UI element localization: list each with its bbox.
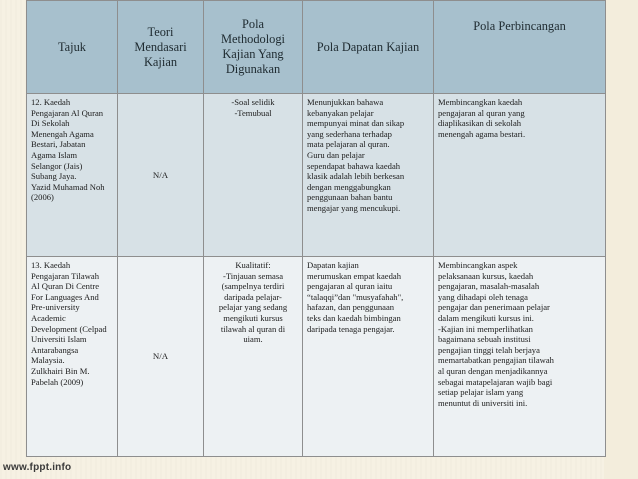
header-tajuk: Tajuk [27, 1, 118, 94]
footer-site-logo: www.fppt.info [3, 462, 72, 473]
header-teori [118, 1, 204, 94]
header-methodologi [204, 1, 303, 94]
text-line: Subang Jaya. [31, 171, 77, 182]
text-line: penggunaan bahan bantu [307, 192, 393, 203]
text-line: Development (Celpad [31, 323, 107, 334]
text-line: Pre-university [31, 302, 80, 313]
text-line: Pabelah (2009) [31, 376, 84, 387]
slide-right-margin [604, 0, 638, 479]
text-line: For Languages And [31, 291, 99, 302]
text-line: Antarabangsa [31, 344, 79, 355]
cell-dapatan [303, 94, 434, 257]
text-line: diaplikasikan di sekolah [438, 118, 522, 129]
cell-teori: N/A [118, 94, 204, 257]
text-line: tilawah al quran di [220, 323, 286, 334]
text-line: Kualitatif: [235, 260, 271, 270]
cell-teori: N/A [118, 257, 204, 457]
text-line: setiap pelajar islam yang [438, 387, 524, 398]
text-line: Dapatan kajian [307, 260, 359, 270]
text-line: Al Quran Di Centre [31, 281, 100, 292]
text-line: pengajaran, masalah-masalah [438, 281, 540, 292]
text-line: -Kajian ini memperlihatkan [438, 323, 533, 334]
text-line: sebagai matapelajaran wajib bagi [438, 376, 553, 387]
text-line: -Tinjauan semasa [222, 270, 284, 281]
table-row [27, 257, 606, 457]
text-line: (sampelnya terdiri [221, 281, 285, 292]
text-line: mempunyai minat dan sikap [307, 118, 405, 129]
header-teori-line: Teori [147, 24, 174, 39]
header-teori-line: Kajian [143, 54, 178, 69]
text-line: Agama Islam [31, 149, 78, 160]
table-row [27, 94, 606, 257]
header-methodologi-line: Digunakan [225, 62, 281, 76]
text-line: Academic [31, 312, 66, 323]
cell-dapatan [303, 257, 434, 457]
text-line: bagaimana sebuah institusi [438, 334, 531, 345]
text-line: dalam mengikuti kursus ini. [438, 312, 534, 323]
text-line: pengajian tinggi telah berjaya [438, 344, 540, 355]
cell-tajuk [27, 257, 118, 457]
text-line: hafazan, dan penggunaan [307, 302, 395, 313]
header-perbincangan: Pola Perbincangan [434, 1, 606, 94]
cell-tajuk [27, 94, 118, 257]
text-line: Pengajaran Tilawah [31, 270, 100, 281]
text-line: memartabatkan pengajian tilawah [438, 355, 554, 366]
text-line: menengah agama bestari. [438, 128, 526, 139]
text-line: klasik adalah lebih berkesan [307, 171, 405, 182]
text-line: al quran dengan menjadikannya [438, 365, 548, 376]
text-line: Zulkhairi Bin M. [31, 365, 90, 376]
literature-review-table [26, 0, 606, 457]
text-line: “talaqqi”dan "musyafahah", [307, 291, 404, 302]
text-line: pelajar yang sedang [218, 302, 288, 313]
text-line: daripada pelajar- [224, 291, 282, 302]
text-line: Selangor (Jais) [31, 160, 83, 171]
text-line: menuntut di universiti ini. [438, 397, 528, 408]
text-line: Yazid Muhamad Noh [31, 181, 105, 192]
text-line: Guru dan pelajar [307, 149, 365, 160]
text-line: mengajar yang mencukupi. [307, 202, 401, 213]
text-line: mengikuti kursus [223, 312, 283, 323]
text-line: mata pelajaran al quran. [307, 139, 390, 150]
header-dapatan: Pola Dapatan Kajian [303, 1, 434, 94]
text-line: teks dan kaedah bimbingan [307, 312, 401, 323]
header-methodologi-line: Methodologi [220, 32, 286, 46]
cell-perbincangan [434, 257, 606, 457]
text-line: dengan menggabungkan [307, 181, 391, 192]
text-line: (2006) [31, 192, 54, 203]
text-line: Pengajaran Al Quran [31, 107, 104, 118]
text-line: Menengah Agama [31, 128, 94, 139]
text-line: Membincangkan aspek [438, 260, 518, 270]
header-methodologi-line: Kajian Yang [222, 47, 284, 61]
cell-methodologi [204, 257, 303, 457]
text-line: 13. Kaedah [31, 260, 71, 270]
header-row [27, 1, 606, 94]
text-line: 12. Kaedah [31, 97, 71, 107]
text-line: Universiti Islam [31, 334, 87, 345]
text-line: Di Sekolah [31, 118, 70, 129]
text-line: merumuskan empat kaedah [307, 270, 402, 281]
cell-methodologi [204, 94, 303, 257]
text-line: yang sederhana terhadap [307, 128, 392, 139]
text-line: Menunjukkan bahawa [307, 97, 384, 107]
text-line: Membincangkan kaedah [438, 97, 523, 107]
text-line: daripada tenaga pengajar. [307, 323, 395, 334]
header-teori-line: Mendasari [134, 39, 187, 54]
text-line: -Temubual [234, 107, 272, 118]
text-line: pengajaran al quran iaitu [307, 281, 393, 292]
text-line: kebanyakan pelajar [307, 107, 374, 118]
header-methodologi-line: Pola [241, 17, 265, 31]
text-line: yang dihadapi oleh tenaga [438, 291, 528, 302]
text-line: -Soal selidik [231, 97, 275, 107]
text-line: Bestari, Jabatan [31, 139, 86, 150]
text-line: uiam. [243, 334, 263, 345]
text-line: sependapat bahawa kaedah [307, 160, 401, 171]
cell-perbincangan [434, 94, 606, 257]
text-line: pengajar dan penerimaan pelajar [438, 302, 550, 313]
text-line: Malaysia. [31, 355, 65, 366]
text-line: pelaksanaan kursus, kaedah [438, 270, 534, 281]
text-line: pengajaran al quran yang [438, 107, 525, 118]
